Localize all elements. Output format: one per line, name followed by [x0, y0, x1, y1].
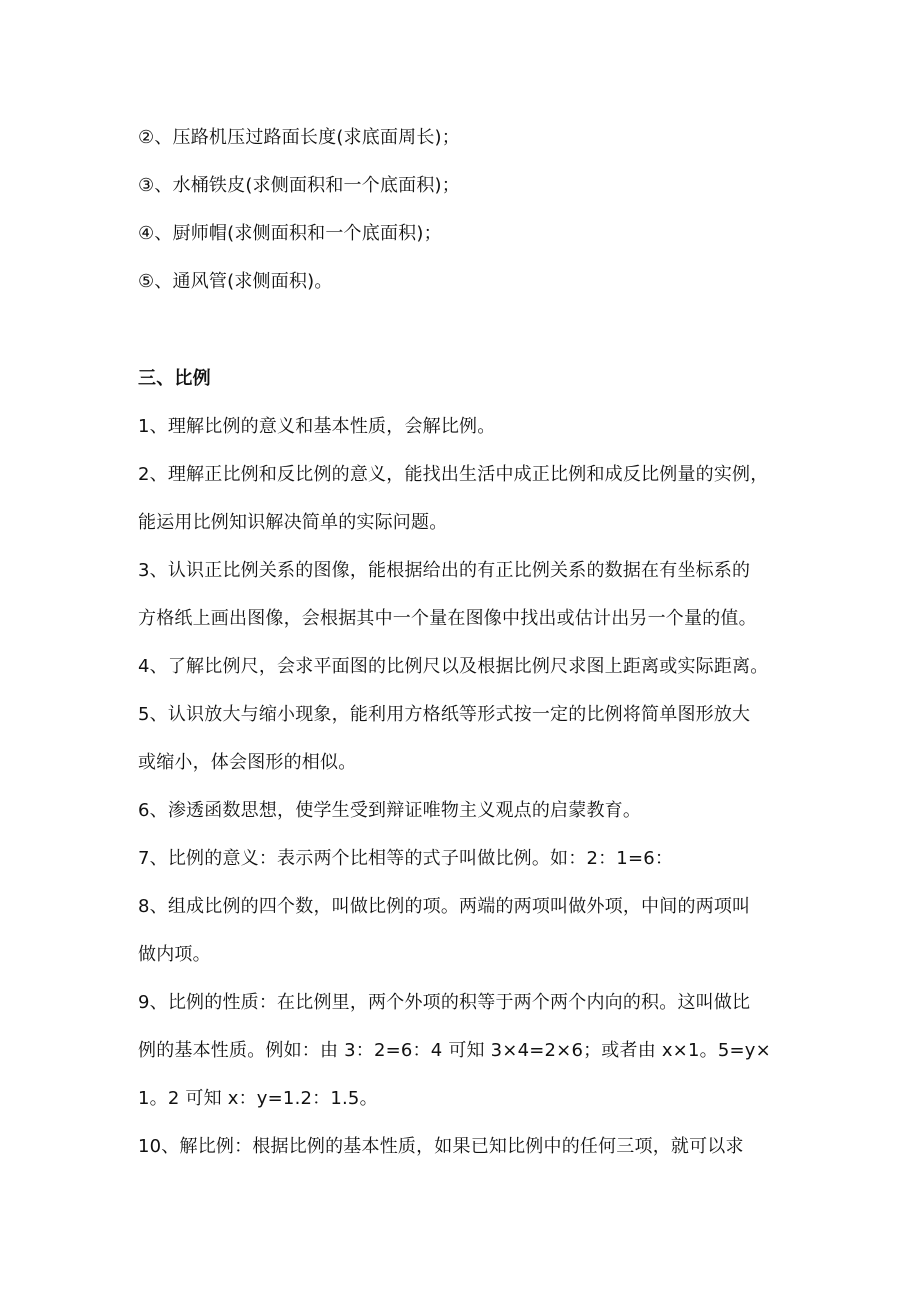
list-item: ③、水桶铁皮(求侧面积和一个底面积)； — [138, 175, 460, 196]
section-heading: 三、比例 — [138, 368, 211, 389]
paragraph-line: 7、比例的意义：表示两个比相等的式子叫做比例。如：2：1=6： — [138, 848, 674, 869]
paragraph-line: 9、比例的性质：在比例里，两个外项的积等于两个两个内向的积。这叫做比 — [138, 992, 751, 1013]
paragraph-line: 2、理解正比例和反比例的意义，能找出生活中成正比例和成反比例量的实例， — [138, 464, 769, 485]
paragraph-line: 10、解比例：根据比例的基本性质，如果已知比例中的任何三项，就可以求 — [138, 1136, 744, 1157]
paragraph-line: 4、了解比例尺，会求平面图的比例尺以及根据比例尺求图上距离或实际距离。 — [138, 656, 769, 677]
paragraph-line: 或缩小，体会图形的相似。 — [138, 752, 357, 773]
paragraph-line: 6、渗透函数思想，使学生受到辩证唯物主义观点的启蒙教育。 — [138, 800, 642, 821]
paragraph-line: 做内项。 — [138, 944, 211, 965]
paragraph-line: 能运用比例知识解决简单的实际问题。 — [138, 512, 448, 533]
paragraph-line: 例的基本性质。例如：由 3：2=6：4 可知 3×4=2×6；或者由 x×1。5=y× — [138, 1040, 771, 1061]
paragraph-line: 方格纸上画出图像，会根据其中一个量在图像中找出或估计出另一个量的值。 — [138, 608, 757, 629]
paragraph-line: 8、组成比例的四个数，叫做比例的项。两端的两项叫做外项，中间的两项叫 — [138, 896, 751, 917]
list-item: ④、厨师帽(求侧面积和一个底面积)； — [138, 223, 442, 244]
paragraph-line: 3、认识正比例关系的图像，能根据给出的有正比例关系的数据在有坐标系的 — [138, 560, 751, 581]
list-item: ②、压路机压过路面长度(求底面周长)； — [138, 127, 460, 148]
paragraph-line: 1、理解比例的意义和基本性质，会解比例。 — [138, 416, 496, 437]
paragraph-line: 5、认识放大与缩小现象，能利用方格纸等形式按一定的比例将简单图形放大 — [138, 704, 751, 725]
list-item: ⑤、通风管(求侧面积)。 — [138, 271, 333, 292]
paragraph-line: 1。2 可知 x：y=1.2：1.5。 — [138, 1088, 378, 1109]
